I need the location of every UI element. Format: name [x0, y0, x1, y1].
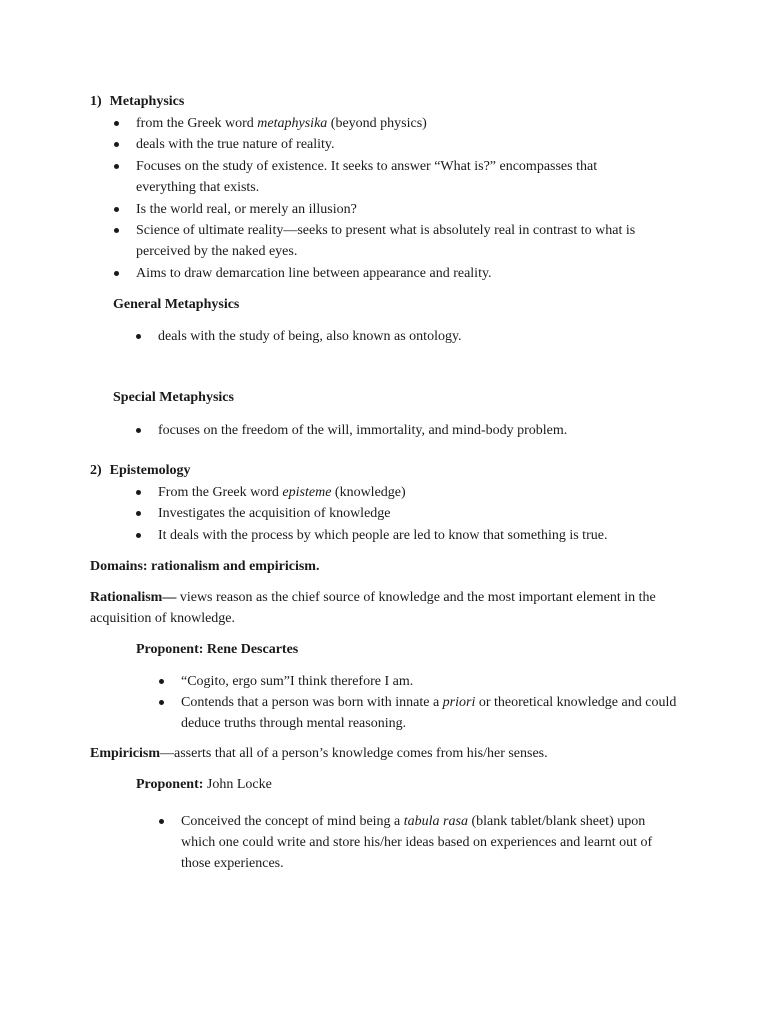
section-number: 2) — [90, 463, 102, 478]
bullet-icon — [159, 819, 164, 824]
list-item-text: From the Greek word — [158, 485, 283, 500]
subheading-special-metaphysics: Special Metaphysics — [113, 390, 234, 405]
term-rationalism: Rationalism— — [90, 590, 177, 605]
section-number: 1) — [90, 94, 102, 109]
definition-text: —asserts that all of a person’s knowledge comes from his/her senses. — [160, 746, 548, 761]
proponent-locke — [136, 774, 272, 795]
bullet-icon — [136, 490, 141, 495]
subheading-general-metaphysics: General Metaphysics — [113, 297, 240, 312]
rationalism-paragraph — [90, 587, 690, 629]
section-heading-metaphysics — [90, 91, 184, 112]
bullet-icon — [114, 228, 119, 233]
bullet-icon — [136, 428, 141, 433]
bullet-icon — [114, 121, 119, 126]
bullet-icon — [159, 679, 164, 684]
bullet-icon — [114, 164, 119, 169]
list-item-text: Is the world real, or merely an illusion? — [136, 202, 357, 217]
list-item-text: Aims to draw demarcation line between appearance and reality. — [136, 266, 492, 281]
list-item-text: deals with the true nature of reality. — [136, 137, 335, 152]
list-item-text: Science of ultimate reality—seeks to present what is absolutely real in contrast to what is perceived by the naked eyes. — [136, 223, 636, 259]
definition-text: views reason as the chief source of knowledge and the most important element in the acquisition of knowledge. — [90, 590, 656, 626]
bullet-icon — [114, 142, 119, 147]
bullet-icon — [136, 334, 141, 339]
list-item-text: It deals with the process by which people are led to know that something is true. — [158, 528, 608, 543]
section-title: Epistemology — [109, 463, 191, 478]
list-item-text: from the Greek word — [136, 116, 258, 131]
bullet-icon — [136, 511, 141, 516]
domains-line: Domains: rationalism and empiricism. — [90, 559, 320, 574]
bullet-icon — [114, 207, 119, 212]
list-item-text: (blank tablet/blank sheet) upon which one could write and store his/her ideas based on experiences and learnt out of those experiences. — [181, 814, 653, 871]
section-title: Metaphysics — [109, 94, 185, 109]
list-item-text: Investigates the acquisition of knowledge — [158, 506, 391, 521]
proponent-descartes: Proponent: Rene Descartes — [136, 642, 299, 657]
list-item-text: Contends that a person was born with innate a — [181, 695, 443, 710]
list-item-text: deals with the study of being, also known as ontology. — [158, 329, 462, 344]
italic-term: priori — [442, 695, 476, 710]
term-empiricism: Empiricism — [90, 746, 160, 761]
proponent-label: Proponent: — [136, 777, 204, 792]
empiricism-paragraph — [90, 743, 690, 764]
section-heading-epistemology — [90, 460, 191, 481]
italic-term: tabula rasa — [403, 814, 468, 829]
bullet-icon — [114, 271, 119, 276]
list-item-text: “Cogito, ergo sum”I think therefore I am. — [181, 674, 414, 689]
proponent-name: John Locke — [203, 777, 272, 792]
list-item-text: Focuses on the study of existence. It seeks to answer “What is?” encompasses that everything that exists. — [136, 159, 598, 195]
list-item-text: or theoretical knowledge and could deduce truths through mental reasoning. — [181, 695, 677, 731]
list-item-text: (beyond physics) — [327, 116, 427, 131]
list-item-text: (knowledge) — [331, 485, 406, 500]
list-item-text: Conceived the concept of mind being a — [181, 814, 404, 829]
italic-term: metaphysika — [257, 116, 328, 131]
bullet-icon — [159, 700, 164, 705]
bullet-icon — [136, 533, 141, 538]
list-item-text: focuses on the freedom of the will, immortality, and mind-body problem. — [158, 423, 568, 438]
italic-term: episteme — [282, 485, 332, 500]
